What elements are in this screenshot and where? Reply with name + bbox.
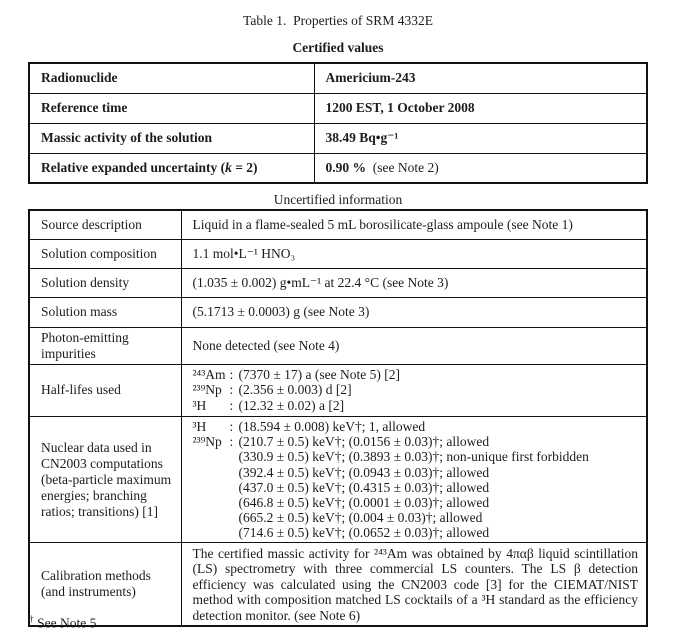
table-row xyxy=(29,63,647,93)
table-row xyxy=(29,93,647,123)
row-value xyxy=(314,153,647,183)
row-label: Massic activity of the solution xyxy=(29,123,314,153)
line-text: (210.7 ± 0.5) keV†; (0.0156 ± 0.03)†; allowed xyxy=(238,434,490,450)
line-text: (437.0 ± 0.5) keV†; (0.4315 ± 0.03)†; allowed xyxy=(238,479,490,495)
page-title: Table 1. Properties of SRM 4332E xyxy=(243,13,433,28)
line-text: (714.6 ± 0.5) keV†; (0.0652 ± 0.03)†; allowed xyxy=(238,524,490,540)
nuclear-data-line xyxy=(193,449,639,464)
certified-values-table xyxy=(28,62,648,184)
nuclear-data-line xyxy=(193,495,639,510)
row-label: Calibration methods (and instruments) xyxy=(29,542,181,626)
uncertified-information-heading: Uncertified information xyxy=(273,192,403,207)
line-text: (2.356 ± 0.003) d [2] xyxy=(238,382,352,398)
value-text: 0.90 % xyxy=(325,159,366,175)
footnote xyxy=(29,615,96,632)
line-text: (665.2 ± 0.5) keV†; (0.004 ± 0.03)†; allowed xyxy=(238,509,483,525)
isotope xyxy=(193,525,230,540)
row-label: Solution mass xyxy=(29,297,181,327)
table-row xyxy=(29,364,647,417)
label-text: Relative expanded uncertainty ( xyxy=(41,159,226,175)
row-label: Photon-emitting impurities xyxy=(29,327,181,364)
row-label: Solution composition xyxy=(29,239,181,268)
row-label: Half-lifes used xyxy=(29,364,181,417)
isotope xyxy=(193,480,230,495)
nuclear-data-value xyxy=(181,417,647,543)
isotope: ²³⁹Np xyxy=(192,382,222,398)
row-value: Americium-243 xyxy=(314,63,647,93)
nuclear-data-line: ²³⁹Np : (210.7 ± 0.5) keV†; (0.0156 ± 0.03)†; allowed xyxy=(192,434,490,450)
table-row xyxy=(29,417,647,543)
row-value: 38.49 Bq•g⁻¹ xyxy=(314,123,647,153)
table-row xyxy=(29,542,647,626)
row-label xyxy=(29,153,314,183)
calibration-paragraph: The certified massic activity for ²⁴³Am was obtained by 4παβ liquid scintillation (LS) spectrometry with three commercial LS counters. The LS β detection efficiency was calculated using the CN2003 code [3] for the CIEMAT/NIST method with composition matched LS cocktails of a ³H standard as the efficiency detection monitor. (see Note 6) xyxy=(192,545,638,623)
nuclear-data-line xyxy=(193,525,639,540)
isotope: ²³⁹Np xyxy=(192,434,222,450)
isotope xyxy=(193,510,230,525)
table-row xyxy=(29,327,647,364)
row-label: Solution density xyxy=(29,268,181,297)
uncertified-information-table xyxy=(28,209,648,627)
line-text: (18.594 ± 0.008) keV†; 1, allowed xyxy=(238,419,426,435)
row-value: Liquid in a flame-sealed 5 mL borosilicate-glass ampoule (see Note 1) xyxy=(181,210,647,239)
row-value: (1.035 ± 0.002) g•mL⁻¹ at 22.4 °C (see Note 3) xyxy=(181,268,647,297)
table-row xyxy=(29,123,647,153)
line-text: (646.8 ± 0.5) keV†; (0.0001 ± 0.03)†; allowed xyxy=(238,494,490,510)
row-value: 1200 EST, 1 October 2008 xyxy=(314,93,647,123)
certified-values-heading: Certified values xyxy=(292,40,384,55)
footnote-text: See Note 5 xyxy=(33,615,97,631)
nuclear-data-line xyxy=(193,465,639,480)
table-row xyxy=(29,297,647,327)
half-life-line: ²³⁹Np : (2.356 ± 0.003) d [2] xyxy=(192,382,352,398)
nuclear-data-line: ³H : (18.594 ± 0.008) keV†; 1, allowed xyxy=(192,419,426,435)
isotope xyxy=(193,465,230,480)
isotope xyxy=(193,495,230,510)
calibration-value xyxy=(181,542,647,626)
isotope xyxy=(193,449,230,464)
nuclear-data-line xyxy=(193,510,639,525)
label-text: = 2) xyxy=(231,159,258,175)
half-life-line: ³H : (12.32 ± 0.02) a [2] xyxy=(192,398,345,414)
line-text: (392.4 ± 0.5) keV†; (0.0943 ± 0.03)†; allowed xyxy=(238,464,490,480)
row-value: 1.1 mol•L⁻¹ HNO₃ xyxy=(181,239,647,268)
table-row xyxy=(29,239,647,268)
table-row xyxy=(29,153,647,183)
half-lifes-value xyxy=(181,364,647,417)
table-row xyxy=(29,210,647,239)
row-label: Radionuclide xyxy=(29,63,314,93)
isotope: ³H xyxy=(192,419,207,435)
dagger-symbol: † xyxy=(29,615,34,625)
isotope: ³H xyxy=(192,398,207,414)
table-row xyxy=(29,268,647,297)
row-label: Source description xyxy=(29,210,181,239)
line-text: (330.9 ± 0.5) keV†; (0.3893 ± 0.03)†; non-unique first forbidden xyxy=(238,449,589,465)
row-value: (5.1713 ± 0.0003) g (see Note 3) xyxy=(181,297,647,327)
isotope: ²⁴³Am xyxy=(192,366,226,382)
line-text: (7370 ± 17) a (see Note 5) [2] xyxy=(238,366,400,382)
nuclear-data-line xyxy=(193,480,639,495)
half-life-line: ²⁴³Am : (7370 ± 17) a (see Note 5) [2] xyxy=(192,366,400,382)
row-value: None detected (see Note 4) xyxy=(181,327,647,364)
row-label: Reference time xyxy=(29,93,314,123)
label-k-italic: k xyxy=(225,159,232,175)
row-label: Nuclear data used in CN2003 computations (beta-particle maximum energies; branching ratios; transitions) [1] xyxy=(29,417,181,543)
line-text: (12.32 ± 0.02) a [2] xyxy=(238,398,345,414)
value-note: (see Note 2) xyxy=(366,159,439,175)
